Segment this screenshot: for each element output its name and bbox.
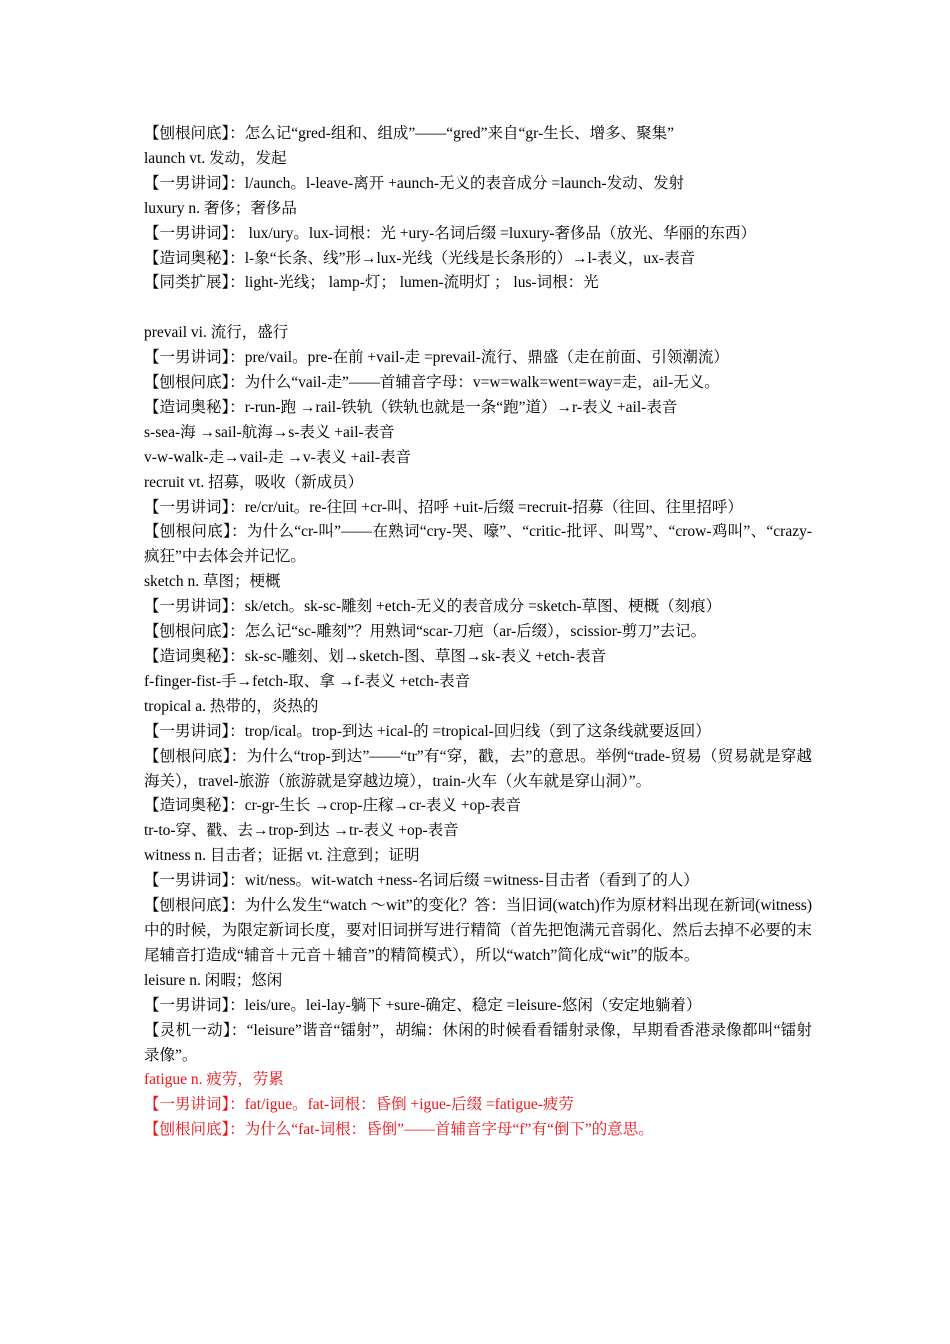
text-line: 【造词奥秘】：r-run-跑 →rail-铁轨（铁轨也就是一条“跑”道）→r-表义 +ail-表音 bbox=[144, 398, 678, 416]
text-line: 【一男讲词】：l/aunch。l-leave-离开 +aunch-无义的表音成分 =launch-发动、发射 bbox=[144, 174, 685, 192]
text-line: 【一男讲词】：re/cr/uit。re-往回 +cr-叫、招呼 +uit-后缀 =recruit-招募（往回、往里招呼） bbox=[144, 498, 743, 516]
text-line: 【造词奥秘】：l-象“长条、线”形→lux-光线（光线是长条形的）→l-表义，ux-表音 bbox=[144, 249, 696, 267]
text-line: 【一男讲词】：leis/ure。lei-lay-躺下 +sure-确定、稳定 =leisure-悠闲（安定地躺着） bbox=[144, 996, 702, 1014]
entry-headword: prevail vi. 流行，盛行 bbox=[144, 324, 289, 342]
entry-headword: sketch n. 草图；梗概 bbox=[144, 573, 281, 591]
entry-headword: leisure n. 闲暇；悠闲 bbox=[144, 971, 283, 989]
text-line: 【刨根问底】：为什么“fat-词根：昏倒”——首辅音字母“f”有“倒下”的意思。 bbox=[144, 1121, 654, 1139]
text-paragraph: 【刨根问底】：为什么“cr-叫”——在熟词“cry-哭、嚎”、“critic-批评、叫骂”、“crow-鸡叫”、“crazy-疯狂”中去体会并记忆。 bbox=[144, 523, 812, 566]
text-line: s-sea-海 →sail-航海→s-表义 +ail-表音 bbox=[144, 423, 395, 441]
text-paragraph: 【一男讲词】： lux/ury。lux-词根：光 +ury-名词后缀 =luxury-奢侈品（放光、华丽的东西） bbox=[144, 224, 757, 242]
text-paragraph: 【灵机一动】：“leisure”谐音“镭射”，胡编：休闲的时候看看镭射录像，早期看香港录像都叫“镭射录像”。 bbox=[144, 1021, 812, 1064]
text-line: 【一男讲词】：sk/etch。sk-sc-雕刻 +etch-无义的表音成分 =sketch-草图、梗概（刻痕） bbox=[144, 598, 722, 616]
text-line: 【一男讲词】：pre/vail。pre-在前 +vail-走 =prevail-流行、鼎盛（走在前面、引领潮流） bbox=[144, 349, 729, 367]
text-line: tr-to-穿、戳、去→trop-到达 →tr-表义 +op-表音 bbox=[144, 822, 459, 840]
entry-headword: witness n. 目击者；证据 vt. 注意到；证明 bbox=[144, 847, 420, 865]
text-line: f-finger-fist-手→fetch-取、拿 →f-表义 +etch-表音 bbox=[144, 672, 471, 690]
text-line: v-w-walk-走→vail-走 →v-表义 +ail-表音 bbox=[144, 448, 412, 466]
entry-headword: launch vt. 发动，发起 bbox=[144, 149, 287, 167]
text-line: 【一男讲词】：wit/ness。wit-watch +ness-名词后缀 =witness-目击者（看到了的人） bbox=[144, 872, 699, 890]
blank-line bbox=[144, 296, 812, 321]
document-body bbox=[144, 122, 812, 1143]
text-line: 【一男讲词】：fat/igue。fat-词根：昏倒 +igue-后缀 =fatigue-疲劳 bbox=[144, 1096, 574, 1114]
entry-headword: luxury n. 奢侈；奢侈品 bbox=[144, 199, 297, 217]
text-line: 【刨根问底】：怎么记“sc-雕刻”？用熟词“scar-刀疤（ar-后缀），scissior-剪刀”去记。 bbox=[144, 623, 707, 641]
entry-headword: fatigue n. 疲劳，劳累 bbox=[144, 1071, 284, 1089]
text-line: 【一男讲词】：trop/ical。trop-到达 +ical-的 =tropical-回归线（到了这条线就要返回） bbox=[144, 722, 711, 740]
text-line: 【刨根问底】：怎么记“gred-组和、组成”——“gred”来自“gr-生长、增多、聚集” bbox=[144, 125, 675, 142]
text-line: 【造词奥秘】：cr-gr-生长 →crop-庄稼→cr-表义 +op-表音 bbox=[144, 797, 522, 815]
entry-headword: recruit vt. 招募，吸收（新成员） bbox=[144, 473, 364, 491]
text-paragraph: 【刨根问底】：为什么“trop-到达”——“tr”有“穿，戳，去”的意思。举例“trade-贸易（贸易就是穿越海关），travel-旅游（旅游就是穿越边境），train-火车（火车就是穿山洞）”。 bbox=[144, 747, 812, 790]
entry-headword: tropical a. 热带的，炎热的 bbox=[144, 697, 319, 715]
text-line: 【同类扩展】：light-光线； lamp-灯； lumen-流明灯 ； lus-词根：光 bbox=[144, 274, 599, 292]
text-line: 【刨根问底】：为什么“vail-走”——首辅音字母：v=w=walk=went=way=走，ail-无义。 bbox=[144, 374, 720, 392]
text-paragraph: 【刨根问底】：为什么发生“watch ～wit”的变化？答：当旧词(watch)作为原材料出现在新词(witness)中的时候，为限定新词长度，要对旧词拼写进行精简（首先把饱满元音弱化、然后去掉不必要的末尾辅音打造成“辅音＋元音＋辅音”的精简模式），所以“watch”简化成“wit”的版本。 bbox=[144, 897, 812, 964]
text-line: 【造词奥秘】：sk-sc-雕刻、划→sketch-图、草图→sk-表义 +etch-表音 bbox=[144, 648, 607, 666]
